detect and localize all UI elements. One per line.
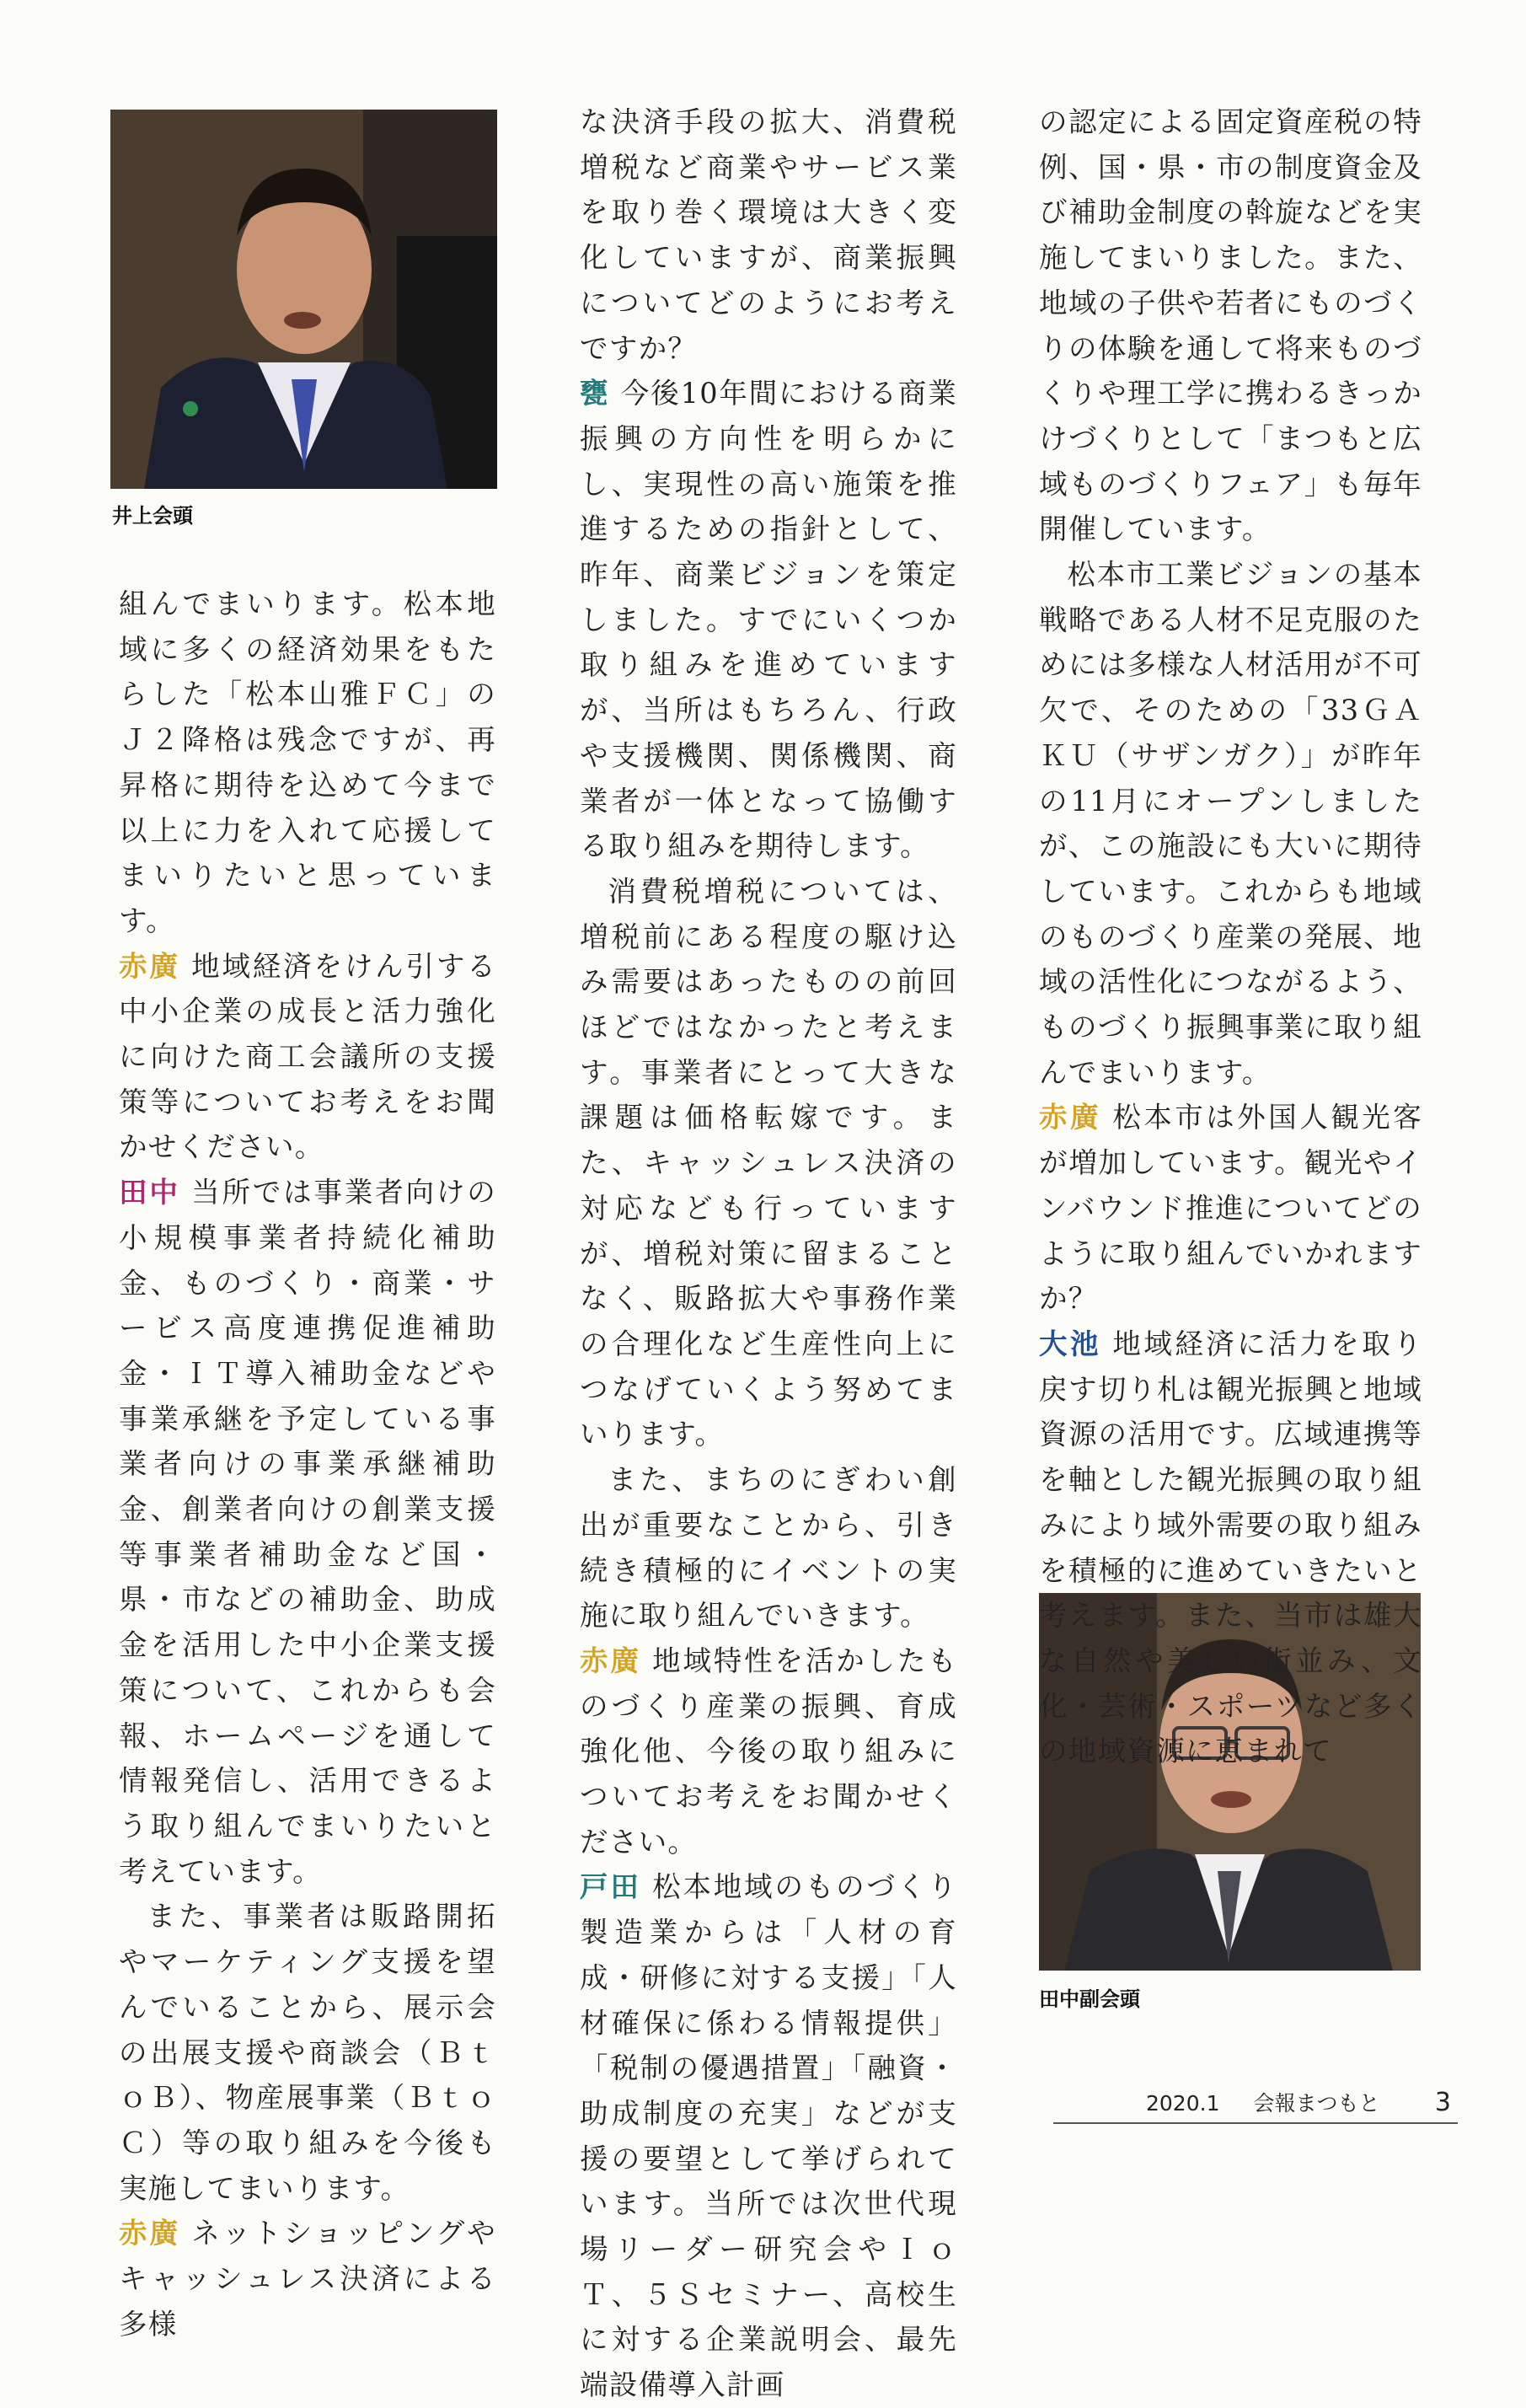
publication-name: 会報まつもと	[1253, 2091, 1380, 2116]
paragraph-text: 松本地域のものづくり製造業からは「人材の育成・研修に対する支援」「人材確保に係わる情報提供」「税制の優遇措置」「融資・助成制度の充実」などが支援の要望として挙げられています。当所では次世代現場リーダー研究会やＩｏＴ、５Ｓセミナー、高校生に対する企業説明会、最先端設備導入計画	[580, 1870, 958, 2402]
paragraph-text: の認定による固定資産税の特例、国・県・市の制度資金及び補助金制度の斡旋などを実施してまいりました。また、地域の子供や若者にものづくりの体験を通して将来ものづくりや理工学に携わるきっかけづくりとして「まつもと広域ものづくりフェア」も毎年開催しています。	[1039, 105, 1422, 546]
paragraph-text: 消費税増税については、増税前にある程度の駆け込み需要はあったものの前回ほどではなかったと考えます。事業者にとって大きな課題は価格転嫁です。また、キャッシュレス決済の対応なども行っていますが、増税対策に留まることなく、販路拡大や事務作業の合理化など生産性向上につなげていくよう努めてまいります。	[580, 874, 957, 1451]
column-middle	[580, 99, 957, 2408]
paragraph	[119, 582, 496, 944]
paragraph	[580, 371, 957, 869]
paragraph	[1039, 1322, 1422, 1774]
paragraph	[119, 2211, 496, 2346]
paragraph	[580, 1457, 957, 1638]
photo-inoue	[110, 110, 497, 489]
paragraph	[1039, 99, 1422, 552]
paragraph	[580, 1638, 957, 1865]
column-left	[119, 582, 496, 2346]
paragraph-text: 今後10年間における商業振興の方向性を明らかにし、実現性の高い施策を推進するための指針として、昨年、商業ビジョンを策定しました。すでにいくつか取り組みを進めていますが、当所はもちろん、行政や支援機関、関係機関、商業者が一体となって協働する取り組みを期待します。	[580, 377, 957, 863]
speaker-label: 戸田	[580, 1870, 641, 1904]
paragraph	[119, 944, 496, 1171]
speaker-label: 赤廣	[580, 1644, 641, 1677]
paragraph-text: 地域経済をけん引する中小企業の成長と活力強化に向けた商工会議所の支援策等についてお考えをお聞かせください。	[119, 949, 497, 1164]
page-number: 3	[1434, 2088, 1451, 2117]
paragraph-text: 当所では事業者向けの小規模事業者持続化補助金、ものづくり・商業・サービス高度連携促進補助金・ＩＴ導入補助金などや事業承継を予定している事業者向けの事業承継補助金、創業者向けの創業支援等事業者補助金など国・県・市などの補助金、助成金を活用した中小企業支援策について、これからも会報、ホームページを通して情報発信し、活用できるよう取り組んでまいりたいと考えています。	[119, 1176, 497, 1888]
paragraph-text: ネットショッピングやキャッシュレス決済による多様	[119, 2217, 496, 2341]
speaker-label: 大池	[1039, 1327, 1101, 1360]
paragraph	[580, 869, 957, 1457]
paragraph-text: 松本市工業ビジョンの基本戦略である人材不足克服のためには多様な人材活用が不可欠で、そのための「33ＧＡＫＵ（サザンガク）」が昨年の11月にオープンしましたが、この施設にも大いに期待しています。これからも地域のものづくり産業の発展、地域の活性化につながるよう、ものづくり振興事業に取り組んでまいります。	[1039, 558, 1422, 1089]
paragraph-text: な決済手段の拡大、消費税増税など商業やサービス業を取り巻く環境は大きく変化していますが、商業振興についてどのようにお考えですか？	[580, 105, 957, 365]
paragraph	[1039, 552, 1422, 1095]
paragraph	[580, 1864, 957, 2407]
speaker-label: 赤廣	[119, 949, 180, 983]
paragraph	[119, 1894, 496, 2211]
page-footer	[1053, 2087, 1458, 2124]
paragraph	[1039, 1095, 1422, 1322]
paragraph-text: 地域特性を活かしたものづくり産業の振興、育成強化他、今後の取り組みについてお考えをお聞かせください。	[580, 1644, 958, 1858]
paragraph	[119, 1170, 496, 1894]
speaker-label: 赤廣	[1039, 1101, 1101, 1134]
photo-caption-tanaka: 田中副会頭	[1039, 1987, 1140, 2011]
paragraph-text: 組んでまいります。松本地域に多くの経済効果をもたらした「松本山雅ＦＣ」のＪ２降格は残念ですが、再昇格に期待を込めて今まで以上に力を入れて応援してまいりたいと思っています。	[119, 587, 496, 937]
photo-caption-inoue: 井上会頭	[112, 504, 193, 528]
paragraph-text: また、まちのにぎわい創出が重要なことから、引き続き積極的にイベントの実施に取り組んでいきます。	[580, 1463, 957, 1633]
paragraph-text: また、事業者は販路開拓やマーケティング支援を望んでいることから、展示会の出展支援や商談会（ＢｔｏＢ）、物産展事業（ＢｔｏＣ）等の取り組みを今後も実施してまいります。	[119, 1900, 496, 2205]
speaker-label: 赤廣	[119, 2217, 180, 2250]
speaker-label: 甕	[580, 377, 610, 410]
paragraph-text: 松本市は外国人観光客が増加しています。観光やインバウンド推進についてどのように取り組んでいかれますか？	[1039, 1101, 1422, 1316]
paragraph-text: 地域経済に活力を取り戻す切り札は観光振興と地域資源の活用です。広域連携等を軸とした観光振興の取り組みにより域外需要の取り組みを積極的に進めていきたいと考えます。また、当市は雄大な自然や美しい街並み、文化・芸術・スポーツなど多くの地域資源に恵まれて	[1039, 1327, 1422, 1768]
paragraph	[580, 99, 957, 371]
issue-date: 2020.1	[1146, 2091, 1220, 2116]
column-right	[1039, 99, 1422, 1774]
speaker-label: 田中	[119, 1176, 180, 1209]
